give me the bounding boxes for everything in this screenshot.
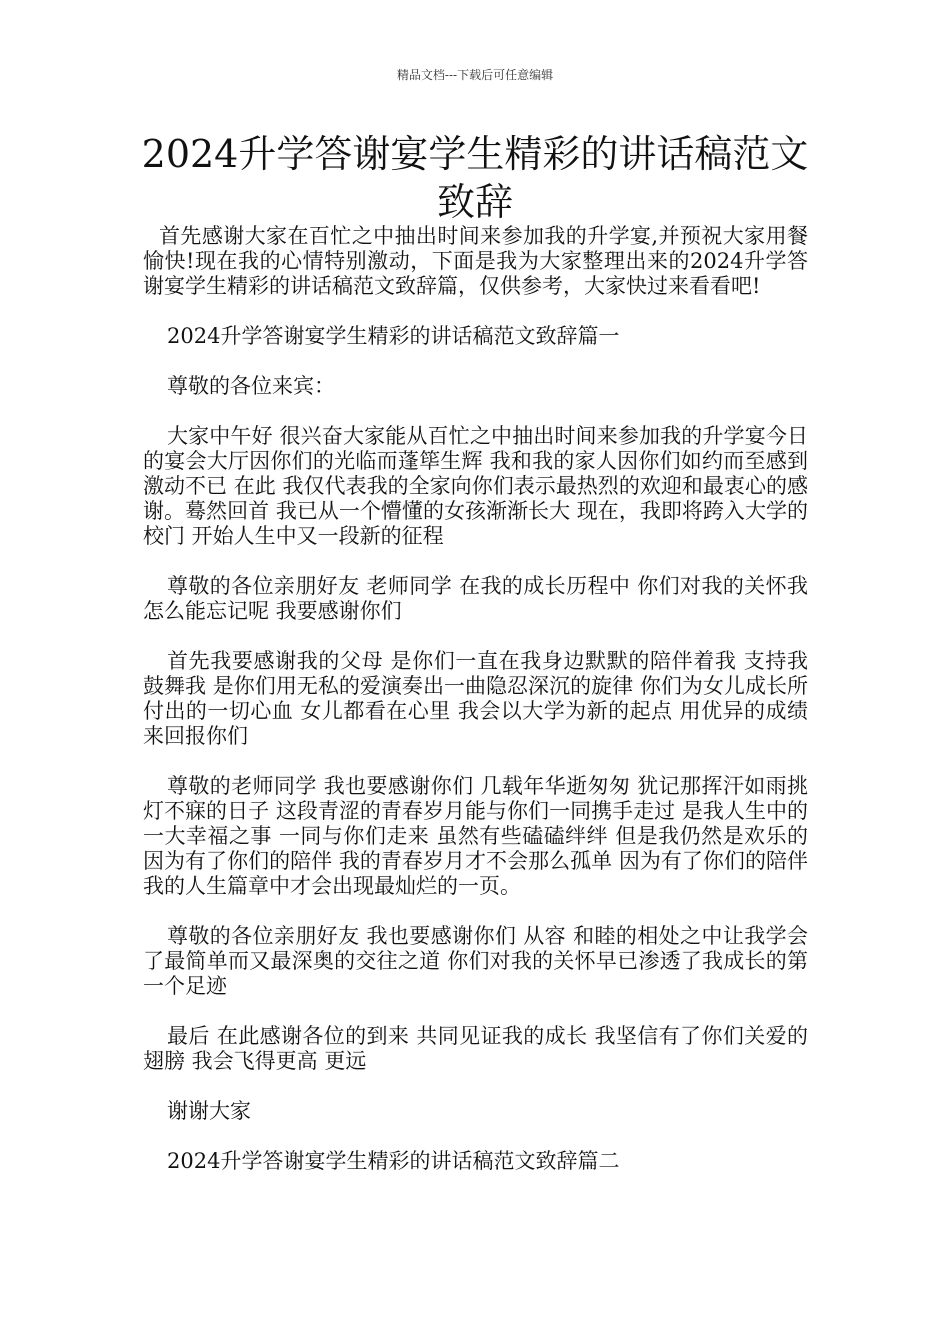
section-heading-1: 2024升学答谢宴学生精彩的讲话稿范文致辞篇一 xyxy=(167,324,620,348)
body-paragraph: 大家中午好 很兴奋大家能从百忙之中抽出时间来参加我的升学宴今日的宴会大厅因你们的光临而蓬筚生辉 我和我的家人因你们如约而至感到激动不已 在此 我仅代表我的全家向你们表示最热烈的欢迎和最衷心的感谢。蓦然回首 我已从一个懵懂的女孩渐渐长大 现在，我即将跨入大学的校门 开始人生中又一段新的征程 xyxy=(143,424,808,548)
page-header: 精品文档---下载后可任意编辑 xyxy=(396,68,554,82)
salutation: 尊敬的各位来宾： xyxy=(167,374,335,398)
intro-paragraph: 首先感谢大家在百忙之中抽出时间来参加我的升学宴,并预祝大家用餐愉快!现在我的心情特别激动，下面是我为大家整理出来的2024升学答谢宴学生精彩的讲话稿范文致辞篇，仅供参考，大家快过来看看吧! xyxy=(143,224,808,298)
body-paragraph: 首先我要感谢我的父母 是你们一直在我身边默默的陪伴着我 支持我 鼓舞我 是你们用无私的爱演奏出一曲隐忍深沉的旋律 你们为女儿成长所付出的一切心血 女儿都看在心里 我会以大学为新的起点 用优异的成绩来回报你们 xyxy=(143,649,808,748)
body-paragraph: 尊敬的各位亲朋好友 老师同学 在我的成长历程中 你们对我的关怀我怎么能忘记呢 我要感谢你们 xyxy=(143,574,808,623)
document-body xyxy=(143,224,808,1199)
body-paragraph: 最后 在此感谢各位的到来 共同见证我的成长 我坚信有了你们关爱的翅膀 我会飞得更高 更远 xyxy=(143,1024,808,1073)
body-paragraph: 尊敬的老师同学 我也要感谢你们 几载年华逝匆匆 犹记那挥汗如雨挑灯不寐的日子 这段青涩的青春岁月能与你们一同携手走过 是我人生中的一大幸福之事 一同与你们走来 虽然有些磕磕绊绊 但是我仍然是欢乐的 因为有了你们的陪伴 我的青春岁月才不会那么孤单 因为有了你们的陪伴 我的人生篇章中才会出现最灿烂的一页。 xyxy=(143,774,808,898)
body-paragraph: 尊敬的各位亲朋好友 我也要感谢你们 从容 和睦的相处之中让我学会了最简单而又最深奥的交往之道 你们对我的关怀早已渗透了我成长的第一个足迹 xyxy=(143,924,808,998)
document-title: 2024升学答谢宴学生精彩的讲话稿范文致辞 xyxy=(141,132,809,224)
closing-thanks: 谢谢大家 xyxy=(167,1099,251,1123)
section-heading-2: 2024升学答谢宴学生精彩的讲话稿范文致辞篇二 xyxy=(167,1149,620,1173)
